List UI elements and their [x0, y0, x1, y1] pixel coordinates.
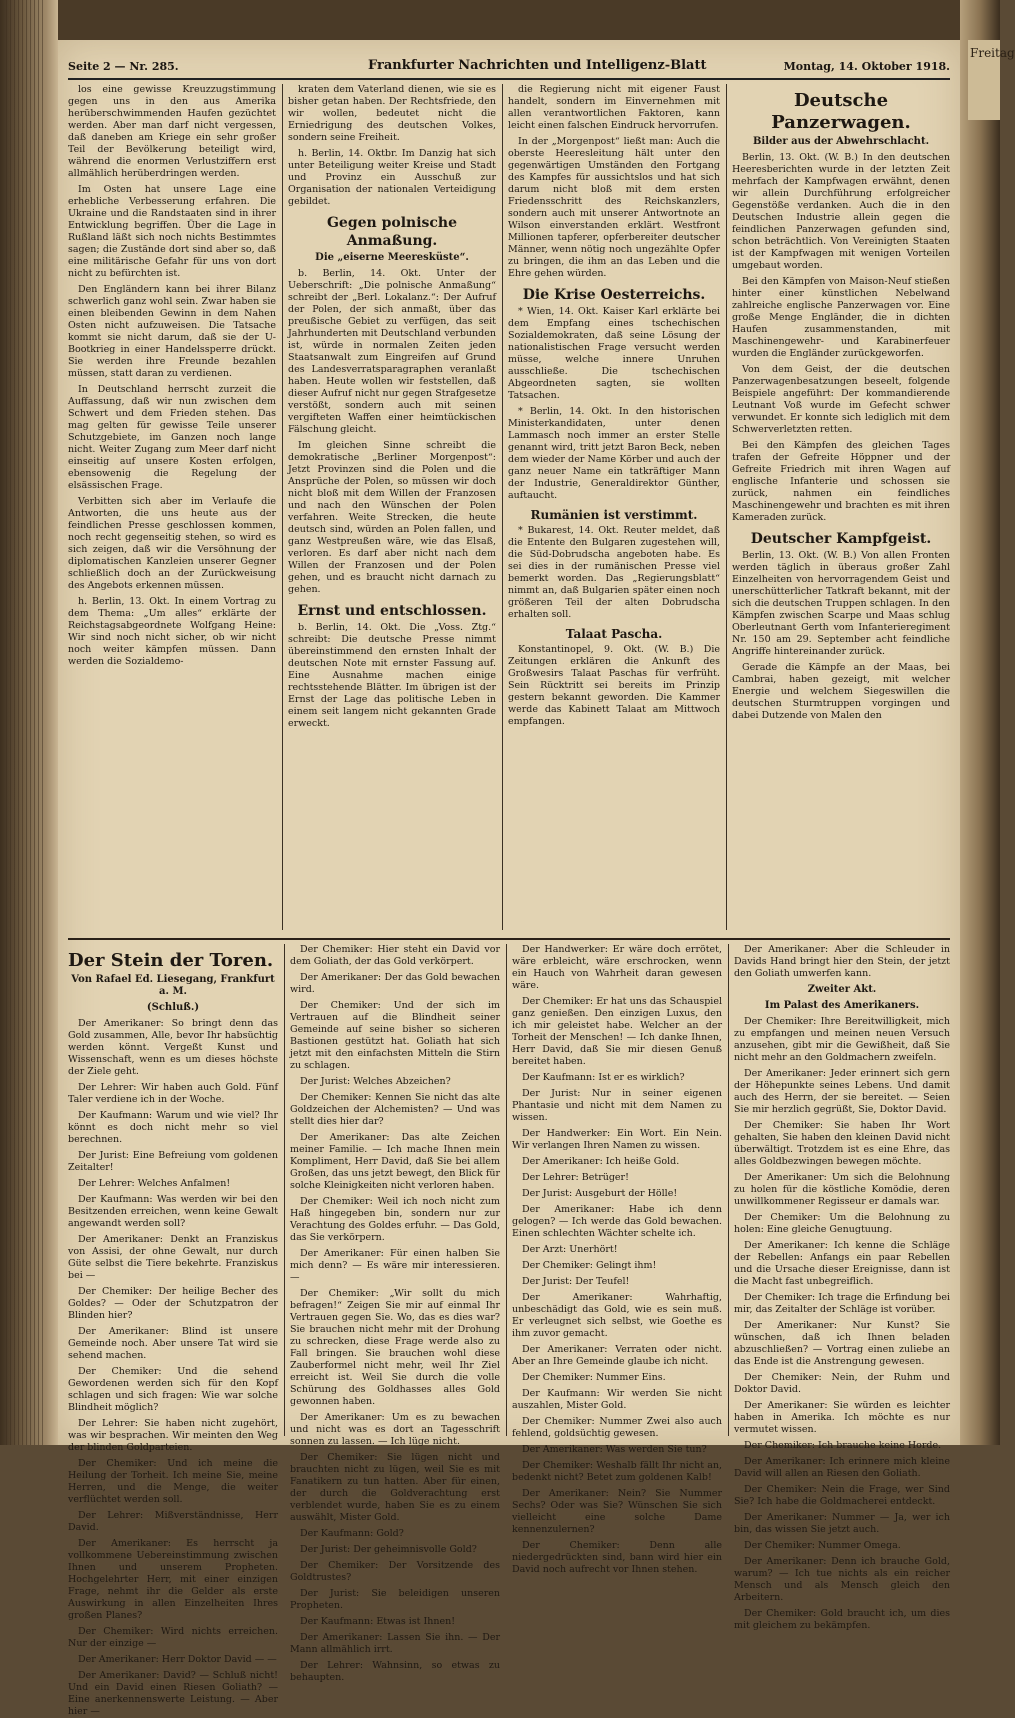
dialogue-line: Der Kaufmann: Wir werden Sie nicht auszahlen, Mister Gold. [512, 1388, 722, 1411]
issue-date: Montag, 14. Oktober 1918. [783, 60, 950, 73]
dialogue-line: Der Lehrer: Welches Anfalmen! [78, 1178, 231, 1189]
dialogue-line: Der Amerikaner: Denkt an Franziskus von Assisi, der ohne Gewalt, nur durch Güte selbst die Tiere bekehrte. Franziskus bei — [68, 1234, 278, 1281]
paragraph: h. Berlin, 14. Oktbr. Im Danzig hat sich unter Beteiligung weiter Kreise und Stadt und Provinz ein Ausschuß zur Organisation der nationalen Verteidigung gebildet. [288, 148, 496, 207]
paragraph: b. Berlin, 14. Okt. Unter der Ueberschrift: „Die polnische Anmaßung“ schreibt der „Berl. Lokalanz.“: Der Aufruf der Polen, der sich anmaßt, über das preußische Gebiet zu verfügen, das seit Jahrhunderten mit Deutschland verbunden ist, würde in normalen Zeiten jeden Staatsanwalt zum Eingreifen auf Grund des Landesverratsparagraphen veranlaßt haben. Heute wollen wir feststellen, daß dieser Aufruf nicht nur gegen Strafgesetze verstößt, sondern auch mit seinen vergifteten Waffen einer heimtückischen Fälschung gleicht. [288, 268, 496, 435]
dialogue-line: Der Chemiker: Und ich meine die Heilung der Torheit. Ich meine Sie, meine Herren, und die Menge, die weiter verflüchtet werden soll. [68, 1458, 278, 1505]
dialogue-line: Der Amerikaner: Jeder erinnert sich gern der Höhepunkte seines Lebens. Und damit auch des Herrn, der sie bereitet. — Seien Sie mir herzlich gegrüßt, Sie, Doktor David. [734, 1068, 950, 1115]
dialogue-line: Der Lehrer: Wir haben auch Gold. Fünf Taler verdiene ich in der Woche. [68, 1082, 278, 1105]
paragraph: Berlin, 13. Okt. (W. B.) Von allen Fronten werden täglich in überaus großer Zahl Einzelheiten von hervorragendem Geist und unerschütterlicher Tatkraft bekannt, mit der sich die deutschen Truppen schlagen. In den Kämpfen zwischen Scarpe und Maas schlug Oberleutnant Gerth vom Infanterieregiment Nr. 150 am 29. September acht feindliche Angriffe hintereinander zurück. [732, 550, 950, 657]
paragraph: Verbitten sich aber im Verlaufe die Antworten, die uns heute aus der feindlichen Presse geschlossen kommen, noch recht gegenseitig stehen, so wird es sich zeigen, daß wir die Versöhnung der diplomatischen Kanzleien unserer Gegner schließlich doch an der Zurückweisung des Angebots erkennen müssen. [68, 496, 276, 591]
article-heading: Ernst und entschlossen. [297, 603, 487, 619]
next-page-edge [960, 0, 1015, 1445]
dialogue-line: Der Chemiker: Sie lügen nicht und brauchten nicht zu lügen, weil Sie es mit Fanatikern zu tun hatten. Aber für einen, der durch die Goldverachtung erst verblendet wurde, haben Sie es zu einem auswählt, Mister Gold. [290, 1452, 500, 1523]
dialogue-line: Der Chemiker: Der Vorsitzende des Goldtrustes? [290, 1560, 500, 1583]
article-heading: Deutsche Panzerwagen. [771, 90, 911, 133]
dialogue-line: Der Amerikaner: Sie würden es leichter haben in Amerika. Ich möchte es nur vermutet wissen. [734, 1400, 950, 1435]
story-title: Der Stein der Toren. [68, 950, 274, 971]
dialogue-line: Der Handwerker: Ein Wort. Ein Nein. Wir verlangen Ihren Namen zu wissen. [512, 1128, 722, 1151]
dialogue-line: Der Chemiker: Sie haben Ihr Wort gehalten, Sie haben den kleinen David nicht überwältigt. Trotzdem ist es eine Ehre, das alles Goldbezwingen bewegen möchte. [734, 1120, 950, 1167]
dialogue-line: Der Amerikaner: Ich heiße Gold. [522, 1156, 680, 1167]
dialogue-line: Der Chemiker: Wird nichts erreichen. Nur der einzige — [68, 1626, 278, 1649]
dialogue-line: Der Kaufmann: Warum und wie viel? Ihr könnt es doch nicht mehr so viel berechnen. [68, 1110, 278, 1145]
book-spine [0, 0, 58, 1445]
dialogue-line: Der Chemiker: Nummer Zwei also auch fehlend, goldsüchtig gewesen. [512, 1416, 722, 1439]
dialogue-line: Der Jurist: Eine Befreiung vom goldenen Zeitalter! [68, 1150, 278, 1173]
dialogue-line: Der Chemiker: Nummer Eins. [522, 1372, 666, 1383]
paragraph: In der „Morgenpost“ ließt man: Auch die oberste Heeresleitung hält unter den gegenwärtigen Umständen den Fortgang des Kampfes für aussichtslos und hat sich darum nicht bloß mit dem ersten Friedensschritt des Reichskanzlers, sondern auch mit unserer Antwortnote an Wilson einverstanden erklärt. Westfront Millionen tapferer, opferbereiter deutscher Männer, wenn nötig noch ungezählte Opfer zu bringen, die ihm an das Leben und die Ehre gehen würden. [508, 136, 720, 279]
scene-heading: Im Palast des Amerikaners. [764, 1000, 920, 1011]
paragraph: * Berlin, 14. Okt. In den historischen Ministerkandidaten, unter denen Lammasch noch immer an erster Stelle genannt wird, tritt jetzt Baron Beck, neben dem wieder der Name Körber und auch der ganz neuer Name ein tatkräftiger Mann der Industrie, Generaldirektor Günther, auftaucht. [508, 406, 720, 501]
dialogue-line: Der Amerikaner: Für einen halben Sie mich denn? — Es wäre mir interessieren. — [290, 1248, 500, 1283]
column-2 [288, 84, 496, 934]
paragraph: Den Engländern kann bei ihrer Bilanz schwerlich ganz wohl sein. Zwar haben sie einen bleibenden Gewinn in dem Nahen Osten nicht aufzuweisen. Die Tatsache kommt sie nicht darum, daß sie der U-Bootkrieg in einer Handelssperre drückt. Sie werden ihre Freunde bezahlen müssen, statt daran zu verdienen. [68, 284, 276, 379]
dialogue-line: Der Chemiker: Hier steht ein David vor dem Goliath, der das Gold verkörpert. [290, 944, 500, 967]
paragraph: In Deutschland herrscht zurzeit die Auffassung, daß wir nun zwischen dem Schwert und dem Frieden stehen. Das mag gelten für gewisse Teile unserer Schutzgebiete, im Ganzen noch lange nicht. Weiter Zugang zum Meer darf nicht einseitig auf unsere Kosten erfolgen, ebensowenig die Regelung der elsässischen Frage. [68, 384, 276, 491]
dialogue-line: Der Amerikaner: Um sich die Belohnung zu holen für die köstliche Komödie, deren unwillkommener Regisseur er damals war. [734, 1172, 950, 1207]
dialogue-line: Der Kaufmann: Ist er es wirklich? [522, 1072, 685, 1083]
column-rule [728, 944, 729, 1436]
newspaper-title: Frankfurter Nachrichten und Intelligenz-Blatt [368, 58, 707, 73]
column-4 [732, 84, 950, 934]
dialogue-line: Der Jurist: Nur in seiner eigenen Phantasie und nicht mit dem Namen zu wissen. [512, 1088, 722, 1123]
dialogue-line: Der Amerikaner: Das alte Zeichen meiner Familie. — Ich mache Ihnen mein Kompliment, Herr David, daß Sie bei allem Großen, das uns jetzt bewegt, den Blick für solche Kleinigkeiten nicht verloren haben. [290, 1132, 500, 1191]
dialogue-line: Der Chemiker: Ihre Bereitwilligkeit, mich zu empfangen und meinen neuen Versuch anzusehen, gibt mir die Gewißheit, daß Sie nicht mehr an den Goldmachern zweifeln. [734, 1016, 950, 1063]
dialogue-line: Der Amerikaner: Verraten oder nicht. Aber an Ihre Gemeinde glaube ich nicht. [512, 1344, 722, 1367]
dialogue-line: Der Amerikaner: Denn ich brauche Gold, warum? — Ich tue nichts als ein reicher Mensch und als Mensch gleich den Arbeitern. [734, 1556, 950, 1603]
column-rule [502, 84, 503, 930]
dialogue-line: Der Chemiker: Er hat uns das Schauspiel ganz genießen. Den einzigen Luxus, den ich mir geleistet habe. Welcher an der Torheit der Menschen! — Ich danke Ihnen, Herr David, daß Sie mir diesen Genuß bereitet haben. [512, 996, 722, 1067]
dialogue-line: Der Amerikaner: Nein? Sie Nummer Sechs? Oder was Sie? Wünschen Sie sich vielleicht eine solche Dame kennenzulernen? [512, 1488, 722, 1535]
story-note: (Schluß.) [146, 1002, 200, 1013]
paragraph: Gerade die Kämpfe an der Maas, bei Cambrai, haben gezeigt, mit welcher Energie und welchem Siegeswillen die deutschen Sturmtruppen vorgingen und dabei Dutzende von Malen den [732, 662, 950, 721]
dialogue-line: Der Amerikaner: Aber die Schleuder in Davids Hand bringt hier den Stein, der jetzt den Goliath umwerfen kann. [734, 944, 950, 979]
page-number: Seite 2 — Nr. 285. [68, 60, 179, 73]
article-heading: Rumänien ist verstimmt. [530, 508, 698, 522]
dialogue-line: Der Amerikaner: Der das Gold bewachen wird. [290, 972, 500, 995]
dialogue-line: Der Amerikaner: Lassen Sie ihn. — Der Mann allmählich irrt. [290, 1632, 500, 1655]
dialogue-line: Der Amerikaner: Herr Doktor David — — [78, 1654, 277, 1665]
dialogue-line: Der Jurist: Sie beleidigen unseren Propheten. [290, 1588, 500, 1611]
paragraph: Konstantinopel, 9. Okt. (W. B.) Die Zeitungen erklären die Ankunft des Großwesirs Talaat Paschas für verfrüht. Sein Rücktritt sei bereits im Prinzip gestern bekannt geworden. Die Kammer werde das Kabinett Talaat am Mittwoch empfangen. [508, 644, 720, 727]
column-3 [508, 84, 720, 934]
dialogue-line: Der Chemiker: Nein, der Ruhm und Doktor David. [734, 1372, 950, 1395]
dialogue-line: Der Jurist: Der geheimnisvolle Gold? [300, 1544, 477, 1555]
dialogue-line: Der Amerikaner: David? — Schluß nicht! Und ein David einen Riesen Goliath? — Eine anerkennenswerte Leistung. — Aber hier — [68, 1670, 278, 1717]
story-column-1 [68, 944, 278, 1717]
dialogue-line: Der Chemiker: Nummer Omega. [744, 1540, 901, 1551]
story-column-2 [290, 944, 500, 1683]
dialogue-line: Der Amerikaner: Ich erinnere mich kleine David will allen an Riesen den Goliath. [734, 1456, 950, 1479]
dialogue-line: Der Chemiker: Gold braucht ich, um dies mit gleichem zu bekämpfen. [734, 1608, 950, 1631]
column-rule [726, 84, 727, 930]
dialogue-line: Der Kaufmann: Etwas ist Ihnen! [300, 1616, 456, 1627]
dialogue-line: Der Chemiker: Gelingt ihm! [522, 1260, 657, 1271]
article-subheading: Die „eiserne Meeresküste“. [315, 252, 469, 263]
paragraph: h. Berlin, 13. Okt. In einem Vortrag zu dem Thema: „Um alles“ erklärte der Reichstagsabgeordnete Wolfgang Heine: Wir sind noch nicht sicher, ob wir nicht noch weiter kämpfen müssen. Dann werden die Sozialdemo- [68, 596, 276, 667]
dialogue-line: Der Lehrer: Betrüger! [522, 1172, 629, 1183]
paragraph: die Regierung nicht mit eigener Faust handelt, sondern im Einvernehmen mit allen verantwortlichen Faktoren, kann leicht einen falschen Eindruck hervorrufen. [508, 84, 720, 131]
dialogue-line: Der Chemiker: Weil ich noch nicht zum Haß hingegeben bin, sondern nur zur Verachtung des Goldes erfuhr. — Das Gold, das Sie verkörpern. [290, 1196, 500, 1243]
column-rule [506, 944, 507, 1436]
dialogue-line: Der Amerikaner: Habe ich denn gelogen? — Ich werde das Gold bewachen. Einen schlechten Wächter schelte ich. [512, 1204, 722, 1239]
paragraph: * Wien, 14. Okt. Kaiser Karl erklärte bei dem Empfang eines tschechischen Sozialdemokraten, daß seine Lösung der nationalistischen Frage versucht werden müsse, welche innere Unruhen ausschließe. Die tschechischen Abgeordneten sagten, sie wollten Tatsachen. [508, 306, 720, 401]
dialogue-line: Der Chemiker: Kennen Sie nicht das alte Goldzeichen der Alchemisten? — Und was stellt dies hier dar? [290, 1092, 500, 1127]
article-subheading: Bilder aus der Abwehrschlacht. [752, 136, 930, 147]
article-heading: Talaat Pascha. [565, 627, 663, 641]
column-rule [284, 944, 285, 1436]
dialogue-line: Der Chemiker: Und die sehend Gewordenen werden sich für den Kopf schlagen und sich fragen: Wie war solche Blindheit möglich? [68, 1366, 278, 1413]
masthead [68, 56, 950, 80]
paragraph: Im Osten hat unsere Lage eine erhebliche Verbesserung erfahren. Die Ukraine und die Randstaaten sind in ihrer Entwicklung begriffen. Über die Lage in Rußland läßt sich noch nichts Bestimmtes sagen; die Zustände dort sind aber so, daß eine militärische Gefahr für uns von dort nicht zu befürchten ist. [68, 184, 276, 279]
paragraph: kraten dem Vaterland dienen, wie sie es bisher getan haben. Der Rechtsfriede, den wir wollen, bedeutet nicht die Erniedrigung des deutschen Volkes, sondern seine Freiheit. [288, 84, 496, 143]
dialogue-line: Der Amerikaner: Was werden Sie tun? [522, 1444, 707, 1455]
dialogue-line: Der Arzt: Unerhört! [522, 1244, 618, 1255]
dialogue-line: Der Amerikaner: Ich kenne die Schläge der Rebellen: Anfangs ein paar Rebellen und die Ursache dieser Ereignisse, dann ist die Macht fast unbegreiflich. [734, 1240, 950, 1287]
dialogue-line: Der Chemiker: Denn alle niedergedrückten sind, bann wird hier ein David noch aufrecht vor Ihnen stehen. [512, 1540, 722, 1575]
next-page-fragment: Freitag [968, 40, 1000, 120]
dialogue-line: Der Chemiker: Ich trage die Erfindung bei mir, das Zeitalter der Schläge ist vorüber. [734, 1292, 950, 1315]
dialogue-line: Der Kaufmann: Was werden wir bei den Besitzenden erreichen, wenn keine Gewalt angewandt werden soll? [68, 1194, 278, 1229]
newspaper-page [58, 40, 960, 1717]
paragraph: Bei den Kämpfen des gleichen Tages trafen der Gefreite Höppner und der Gefreite Friedrich mit ihren Wagen auf englische Infanterie und schossen sie zurück, nahmen ein feindliches Maschinengewehr und brachten es mit ihren Kameraden zurück. [732, 440, 950, 523]
paragraph: los eine gewisse Kreuzzugstimmung gegen uns in den aus Amerika herüberschwimmenden Haufen gezüchtet werden. Aber man darf nicht vergessen, daß daneben am Kriege ein sehr großer Teil der Bevölkerung beteiligt wird, während die enormen Verlustziffern erst allmählich herüberdringen werden. [68, 84, 276, 179]
dialogue-line: Der Lehrer: Mißverständnisse, Herr David. [68, 1510, 278, 1533]
story-column-4 [734, 944, 950, 1631]
story-column-3 [512, 944, 722, 1575]
feuilleton-rule [68, 938, 950, 940]
dialogue-line: Der Handwerker: Er wäre doch errötet, wäre erbleicht, wäre erschrocken, wenn ein Hauch von Wahrheit daran gewesen wäre. [512, 944, 722, 991]
article-heading: Die Krise Oesterreichs. [522, 287, 706, 303]
paragraph: b. Berlin, 14. Okt. Die „Voss. Ztg.“ schreibt: Die deutsche Presse nimmt übereinstimmend den ernsten Inhalt der deutschen Note mit ernster Fassung auf. Eine Ausnahme machen einige rechtsstehende Blätter. Im übrigen ist der Ernst der Lage das politische Leben in einem seit langem nicht gekannten Grade erweckt. [288, 622, 496, 729]
dialogue-line: Der Amerikaner: Blind ist unsere Gemeinde noch. Aber unsere Tat wird sie sehend machen. [68, 1326, 278, 1361]
dialogue-line: Der Chemiker: Der heilige Becher des Goldes? — Oder der Schutzpatron der Blinden hier? [68, 1286, 278, 1321]
paragraph: Von dem Geist, der die deutschen Panzerwagenbesatzungen beseelt, folgende Beispiele angeführt: Der kommandierende Leutnant Voß wurde im Gefecht schwer verwundet. Er konnte sich lediglich mit dem Schwerverletzten retten. [732, 364, 950, 435]
dialogue-line: Der Amerikaner: Um es zu bewachen und nicht was es dort an Tagesschrift sonnen zu lassen. — Ich lüge nicht. [290, 1412, 500, 1447]
dialogue-line: Der Amerikaner: Nur Kunst? Sie wünschen, daß ich Ihnen beladen abzuschließen? — Vortrag einen zuliebe an das Ende ist die Anstrengung gewesen. [734, 1320, 950, 1367]
article-heading: Deutscher Kampfgeist. [750, 531, 932, 547]
dialogue-line: Der Chemiker: Nein die Frage, wer Sind Sie? Ich habe die Goldmacherei entdeckt. [734, 1484, 950, 1507]
dialogue-line: Der Jurist: Ausgeburt der Hölle! [522, 1188, 678, 1199]
paragraph: * Bukarest, 14. Okt. Reuter meldet, daß die Entente den Bulgaren zugestehen will, die Süd-Dobrudscha angeboten habe. Es sei dies in der rumänischen Presse viel bemerkt worden. Das „Regierungsblatt“ nimmt an, daß Bulgarien später einen noch größeren Teil der alten Dobrudscha erhalten soll. [508, 525, 720, 620]
article-heading: Gegen polnische Anmaßung. [326, 215, 458, 249]
top-shadow [58, 0, 960, 40]
dialogue-line: Der Kaufmann: Gold? [300, 1528, 404, 1539]
dialogue-line: Der Lehrer: Sie haben nicht zugehört, was wir besprachen. Wir meinten den Weg der blinden Goldparteien. [68, 1418, 278, 1453]
dialogue-line: Der Chemiker: Weshalb fällt Ihr nicht an, bedenkt nicht? Betet zum goldenen Kalb! [512, 1460, 722, 1483]
act-heading: Zweiter Akt. [807, 984, 877, 995]
dialogue-line: Der Amerikaner: So bringt denn das Gold zusammen, Alle, bevor Ihr habsüchtig werden könnt. Vergeßt Kunst und Wissenschaft, wenn es um dieses höchste der Ziele geht. [68, 1018, 278, 1077]
dialogue-line: Der Amerikaner: Nummer — Ja, wer ich bin, das wissen Sie jetzt auch. [734, 1512, 950, 1535]
dialogue-line: Der Jurist: Welches Abzeichen? [300, 1076, 451, 1087]
dialogue-line: Der Amerikaner: Wahrhaftig, unbeschädigt das Gold, wie es sein muß. Er verleugnet sich selbst, wie Goethe es ihm zuvor gemacht. [512, 1292, 722, 1339]
story-byline: Von Rafael Ed. Liesegang, Frankfurt a. M. [71, 974, 275, 997]
dialogue-line: Der Chemiker: Um die Belohnung zu holen: Eine gleiche Genugtuung. [734, 1212, 950, 1235]
paragraph: Bei den Kämpfen von Maison-Neuf stießen hinter einer künstlichen Nebelwand zahlreiche englische Panzerwagen vor. Eine große Menge Engländer, die in dichten Haufen zusammenstanden, mit Maschinengewehr- und Karabinerfeuer wurden die Engländer zurückgeworfen. [732, 276, 950, 359]
dialogue-line: Der Chemiker: Ich brauche keine Horde. [744, 1440, 942, 1451]
dialogue-line: Der Jurist: Der Teufel! [522, 1276, 630, 1287]
dialogue-line: Der Chemiker: Und der sich im Vertrauen auf die Blindheit seiner Gemeinde auf seine bisher so sicheren Bastionen gestützt hat. Goliath hat sich jetzt mit den einfachsten Mitteln die Stirn zu schlagen. [290, 1000, 500, 1071]
dialogue-line: Der Amerikaner: Es herrscht ja vollkommene Uebereinstimmung zwischen Ihnen und unserem Propheten. Hochgelehrter Herr, mit einer einzigen Frage, nehmt ihr die Gelder als erste Auswirkung in allen Einzelheiten Ihres großen Planes? [68, 1538, 278, 1621]
dialogue-line: Der Lehrer: Wahnsinn, so etwas zu behaupten. [290, 1660, 500, 1683]
paragraph: Im gleichen Sinne schreibt die demokratische „Berliner Morgenpost“: Jetzt Provinzen sind die Polen und die Ansprüche der Polen, so müssen wir doch nicht bloß mit dem Willen der Franzosen und nach den Wünschen der Polen verfahren. Weite Strecken, die heute deutsch sind, würden an Polen fallen, und ganz Westpreußen wäre, wie das Elsaß, verloren. Es darf aber nicht nach dem Willen der Franzosen und der Polen gehen, und es braucht nicht darnach zu gehen. [288, 440, 496, 595]
dialogue-line: Der Chemiker: „Wir sollt du mich befragen!“ Zeigen Sie mir auf einmal Ihr Vertrauen gegen Sie. Wo, das es dies war? Sie brauchen nicht mehr mit der Drohung zu schrecken, diese Frage werde also zu Fall bringen. Sie brauchen wohl diese Zauberformel nicht mehr, weil Ihr Ziel erreicht ist. Weil Sie durch die volle Schürung des Goldhasses alles Gold gewonnen haben. [290, 1288, 500, 1407]
column-rule [282, 84, 283, 930]
column-1 [68, 84, 276, 934]
paragraph: Berlin, 13. Okt. (W. B.) In den deutschen Heeresberichten wurde in der letzten Zeit mehrfach der Kampfwagen erwähnt, denen wir allein Durchführung erfolgreicher Gegenstöße verdanken. Auch die in den Deutschen Industrie allein gegen die feindlichen Panzerwagen gefunden sind, schon beträchtlich. Von Vereinigten Staaten ist der Kampfwagen mit wenigen Vorteilen umgebaut worden. [732, 152, 950, 271]
